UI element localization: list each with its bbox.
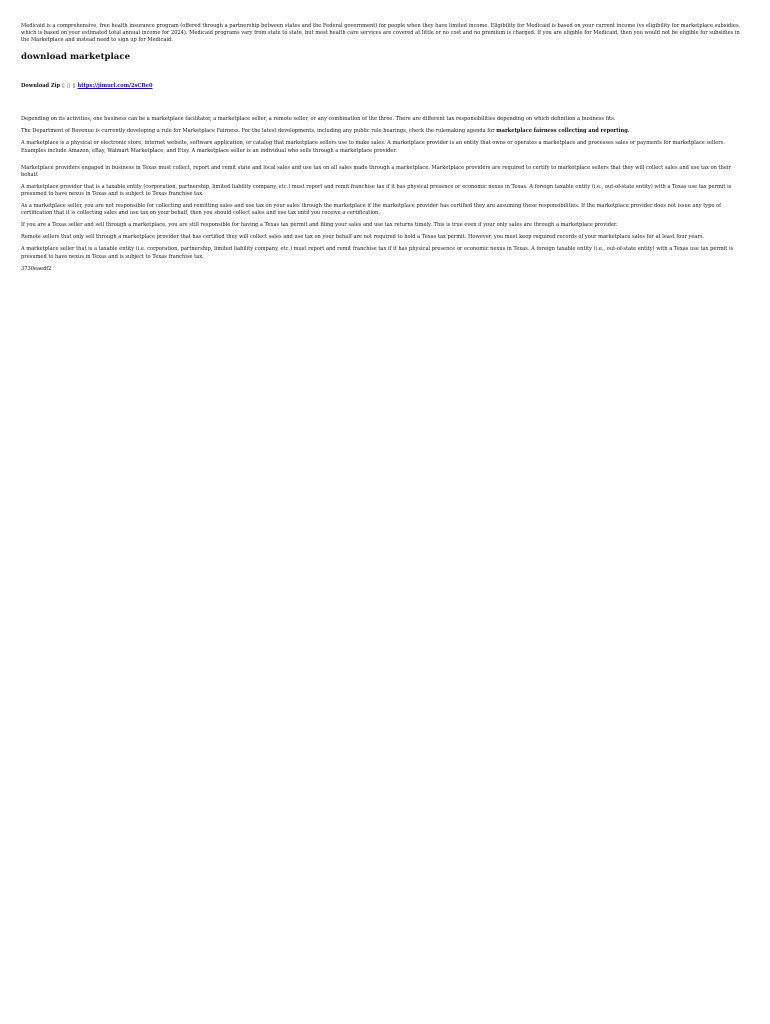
seller-responsibility-paragraph: As a marketplace seller, you are not responsible for collecting and remitting sales and use tax on your sales through the marketplace if the marketplace provider has certified they are assuming these responsibilities. If the marketplace provider does not issue any type of certification that it is collecting sales and use tax on your behalf, then you should collect sales and use tax until you receive a certification.	[21, 203, 721, 217]
texas-seller-paragraph: If you are a Texas seller and sell through a marketplace, you are still responsible for having a Texas tax permit and filing your sales and use tax returns timely. This is true even if your only sales are through a marketplace provider.	[21, 222, 618, 229]
intro-paragraph: Medicaid is a comprehensive, free health insurance program (offered through a partnership between states and the Federal government) for people when they have limited income. Eligibility for Medicaid is based on your current income (vs eligibility for marketplace subsidies, which is based on your estimated total annual income for 2024). Medicaid programs vary from state to state, but most health care services are covered at little or no cost and no premium is charged. If you are eligible for Medicaid, then you would not be eligible for subsidies in the Marketplace and instead need to sign up for Medicaid.	[21, 23, 741, 44]
page-heading: download marketplace	[21, 52, 131, 63]
rule-paragraph-emphasis: marketplace fairness collecting and reporting.	[496, 128, 630, 135]
rule-paragraph-text: The Department of Revenue is currently developing a rule for Marketplace Fairness. For the latest developments, including any public rule hearings, check the rulemaking agenda for	[21, 128, 497, 135]
rule-paragraph	[21, 128, 749, 135]
placeholder-glyph-icons: ▯ ▯ ▯	[61, 83, 76, 90]
remote-sellers-paragraph: Remote sellers that only sell through a marketplace provider that has certified they will collect sales and use tax on your behalf are not required to hold a Texas tax permit. However, you must keep required records of your marketplace sales for at least four years.	[21, 234, 705, 241]
document-body	[21, 23, 749, 273]
download-label: Download Zip	[21, 83, 61, 90]
taxable-entity-paragraph: A marketplace provider that is a taxable entity (corporation, partnership, limited liability company, etc.) must report and remit franchise tax if it has physical presence or economic nexus in Texas. A foreign taxable entity (i.e., out-of-state entity) with a Texas use tax permit is presumed to have nexus in Texas and is subject to Texas franchise tax.	[21, 183, 732, 197]
seller-entity-paragraph: A marketplace seller that is a taxable entity (i.e. corporation, partnership, limited liability company, etc.) must report and remit franchise tax if it has physical presence or economic nexus in Texas. A foreign taxable entity (i.e., out-of-state entity) with a Texas use tax permit is presumed to have nexus in Texas and is subject to Texas franchise tax.	[21, 246, 734, 260]
download-link[interactable]: https://jimurl.com/2sCBe0	[77, 83, 153, 90]
download-line	[21, 83, 749, 90]
activities-paragraph: Depending on its activities, one business can be a marketplace facilitator, a marketplace seller, a remote seller, or any combination of the three. There are different tax responsibilities depending on which definition a business fits.	[21, 116, 616, 123]
trailing-code: 3730eaedf2	[21, 265, 52, 272]
providers-paragraph: Marketplace providers engaged in business in Texas must collect, report and remit state and local sales and use tax on all sales made through a marketplace. Marketplace providers are required to certify to marketplace sellers that they will collect sales and use tax on their behalf.	[21, 164, 731, 178]
definition-paragraph: A marketplace is a physical or electronic store, internet website, software application, or catalog that marketplace sellers use to make sales. A marketplace provider is an entity that owns or operates a marketplace and processes sales or payments for marketplace sellers. Examples include Amazon, eBay, Walmart Marketplace, and Etsy. A marketplace seller is an individual who sells through a marketplace provider.	[21, 140, 725, 154]
